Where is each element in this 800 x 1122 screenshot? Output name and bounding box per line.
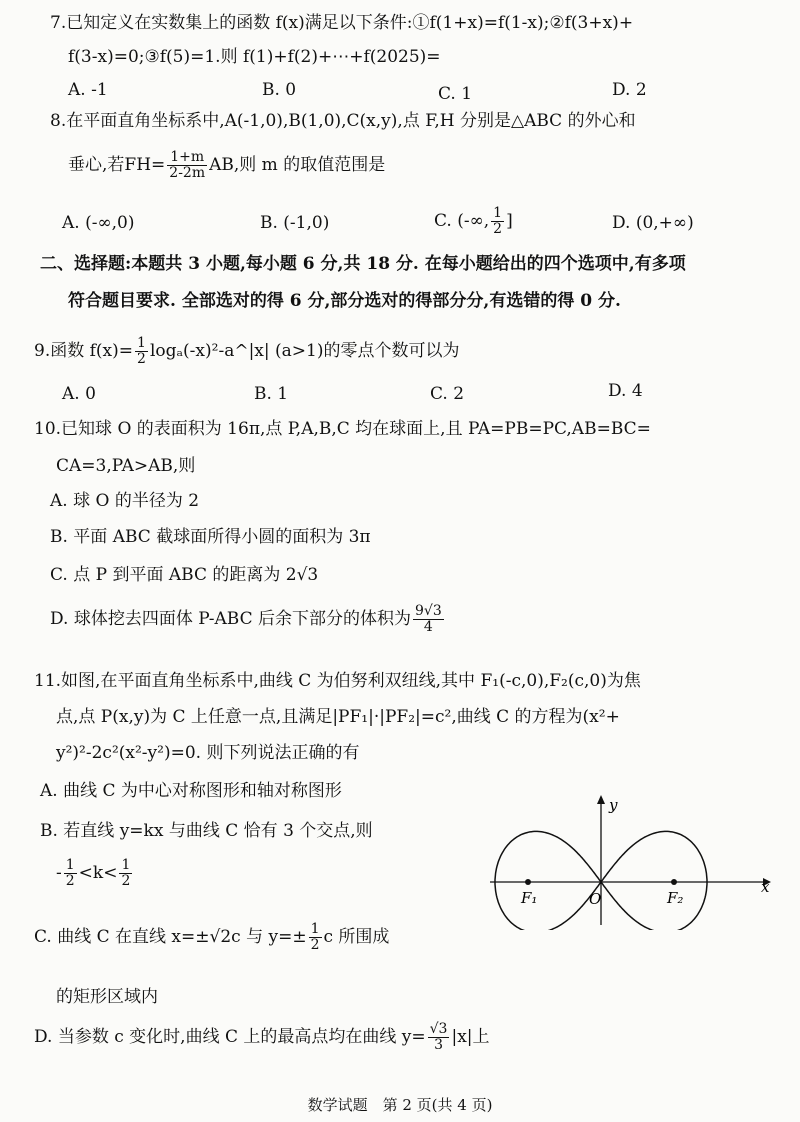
- q9-fraction-denominator: 2: [137, 351, 146, 367]
- q11-option-c-line2: 的矩形区域内: [56, 987, 158, 1007]
- q8-fraction-numerator: 1+m: [167, 150, 207, 166]
- q11-option-c-pre: C. 曲线 C 在直线 x=±√2c 与 y=±: [34, 927, 307, 947]
- lemniscate-figure: [485, 790, 785, 930]
- q11-option-d-fraction: [428, 1022, 450, 1053]
- q10-option-d: [50, 604, 446, 635]
- y-axis-arrow: [597, 795, 605, 804]
- q11-option-c-fraction: [309, 922, 322, 953]
- q11-option-d-numerator: √3: [429, 1021, 448, 1037]
- focus-f2-label: F₂: [667, 889, 684, 907]
- q10-option-d-denominator: 4: [423, 619, 433, 635]
- q8-option-c: [434, 206, 513, 237]
- x-axis-label: x: [761, 878, 770, 896]
- q8-stem-line2-post: AB,则 m 的取值范围是: [209, 155, 386, 175]
- q9-fraction-numerator: 1: [137, 335, 146, 351]
- q8-option-a: A. (-∞,0): [62, 213, 135, 233]
- q7-stem-line2: f(3-x)=0;③f(5)=1.则 f(1)+f(2)+⋯+f(2025)=: [68, 47, 441, 67]
- q11-option-c-post: c 所围成: [323, 927, 390, 947]
- q8-stem-line2: [68, 150, 385, 181]
- q7-option-b: B. 0: [262, 80, 297, 100]
- q8-option-c-fraction: [491, 206, 504, 237]
- focus-f2-point: [671, 879, 677, 885]
- q11-option-b-fraction1: [64, 858, 77, 889]
- origin-label: O: [589, 890, 602, 908]
- q9-option-b: B. 1: [254, 384, 289, 404]
- q8-stem-line1: 8.在平面直角坐标系中,A(-1,0),B(1,0),C(x,y),点 F,H 分别是△ABC 的外心和: [50, 111, 636, 131]
- q7-option-c: C. 1: [438, 84, 473, 104]
- section2-instructions-line2: 符合题目要求. 全部选对的得 6 分,部分选对的得部分分,有选错的得 0 分.: [68, 291, 621, 311]
- q9-option-d: D. 4: [608, 381, 643, 401]
- q11-stem-line1: 11.如图,在平面直角坐标系中,曲线 C 为伯努利双纽线,其中 F₁(-c,0),F₂(c,0)为焦: [34, 671, 641, 691]
- q11-option-c-numerator: 1: [310, 921, 320, 937]
- q11-option-a: A. 曲线 C 为中心对称图形和轴对称图形: [40, 781, 342, 801]
- q9-stem-pre: 9.函数 f(x)=: [34, 341, 134, 361]
- q11-option-b-denominator2: 2: [121, 873, 131, 889]
- q11-option-b-numerator2: 1: [121, 857, 131, 873]
- q10-option-b: B. 平面 ABC 截球面所得小圆的面积为 3π: [50, 527, 371, 547]
- q9-option-a: A. 0: [62, 384, 96, 404]
- q7-stem-line1: 7.已知定义在实数集上的函数 f(x)满足以下条件:①f(1+x)=f(1-x);②f(3+x)+: [50, 13, 634, 33]
- q8-option-b: B. (-1,0): [260, 213, 330, 233]
- q11-option-b-middle: <k<: [78, 863, 118, 883]
- page-footer: 数学试题 第 2 页(共 4 页): [307, 1096, 493, 1114]
- q8-coefficient-fraction: [167, 150, 207, 181]
- q8-stem-line2-pre: 垂心,若FH=: [68, 155, 166, 175]
- q11-option-d-post: |x|上: [451, 1027, 490, 1047]
- q8-option-c-numerator: 1: [493, 205, 503, 221]
- q11-stem-line2: 点,点 P(x,y)为 C 上任意一点,且满足|PF₁|·|PF₂|=c²,曲线 C 的方程为(x²+: [56, 707, 620, 727]
- q11-option-b-line1: B. 若直线 y=kx 与曲线 C 恰有 3 个交点,则: [40, 821, 373, 841]
- q11-option-d-denominator: 3: [434, 1037, 444, 1053]
- q7-option-a: A. -1: [68, 80, 108, 100]
- q7-option-d: D. 2: [612, 80, 647, 100]
- q8-fraction-denominator: 2-2m: [169, 165, 206, 181]
- focus-f1-label: F₁: [521, 889, 538, 907]
- q11-option-b-fraction2: [119, 858, 132, 889]
- q10-option-d-pre: D. 球体挖去四面体 P-ABC 后余下部分的体积为: [50, 609, 411, 629]
- q9-stem-post: logₐ(-x)²-a^|x| (a>1)的零点个数可以为: [149, 341, 460, 361]
- y-axis-label: y: [609, 796, 618, 814]
- section2-instructions-line1: 二、选择题:本题共 3 小题,每小题 6 分,共 18 分. 在每小题给出的四个选项中,有多项: [40, 254, 686, 274]
- q8-option-d: D. (0,+∞): [612, 213, 694, 233]
- q11-option-b-line2: [56, 858, 134, 889]
- q10-stem-line2: CA=3,PA>AB,则: [56, 456, 196, 476]
- q11-option-d: [34, 1022, 490, 1053]
- q8-option-c-pre: C. (-∞,: [434, 211, 490, 231]
- q8-option-c-post: ]: [506, 211, 513, 231]
- q10-option-d-fraction: [413, 604, 444, 635]
- q8-option-c-denominator: 2: [493, 221, 503, 237]
- q10-stem-line1: 10.已知球 O 的表面积为 16π,点 P,A,B,C 均在球面上,且 PA=PB=PC,AB=BC=: [34, 419, 651, 439]
- q11-option-c-line1: [34, 922, 389, 953]
- q10-option-c: C. 点 P 到平面 ABC 的距离为 2√3: [50, 565, 319, 585]
- focus-f1-point: [525, 879, 531, 885]
- q9-stem: [34, 336, 460, 367]
- q11-option-d-pre: D. 当参数 c 变化时,曲线 C 上的最高点均在曲线 y=: [34, 1027, 426, 1047]
- q11-option-b-minus: -: [56, 863, 62, 883]
- q9-fraction: [135, 336, 148, 367]
- q9-option-c: C. 2: [430, 384, 465, 404]
- q11-option-c-denominator: 2: [310, 937, 320, 953]
- q10-option-a: A. 球 O 的半径为 2: [50, 491, 200, 511]
- q11-stem-line3: y²)²-2c²(x²-y²)=0. 则下列说法正确的有: [56, 743, 360, 763]
- q10-option-d-numerator: 9√3: [414, 603, 442, 619]
- q11-option-b-denominator1: 2: [65, 873, 75, 889]
- q11-option-b-numerator1: 1: [65, 857, 75, 873]
